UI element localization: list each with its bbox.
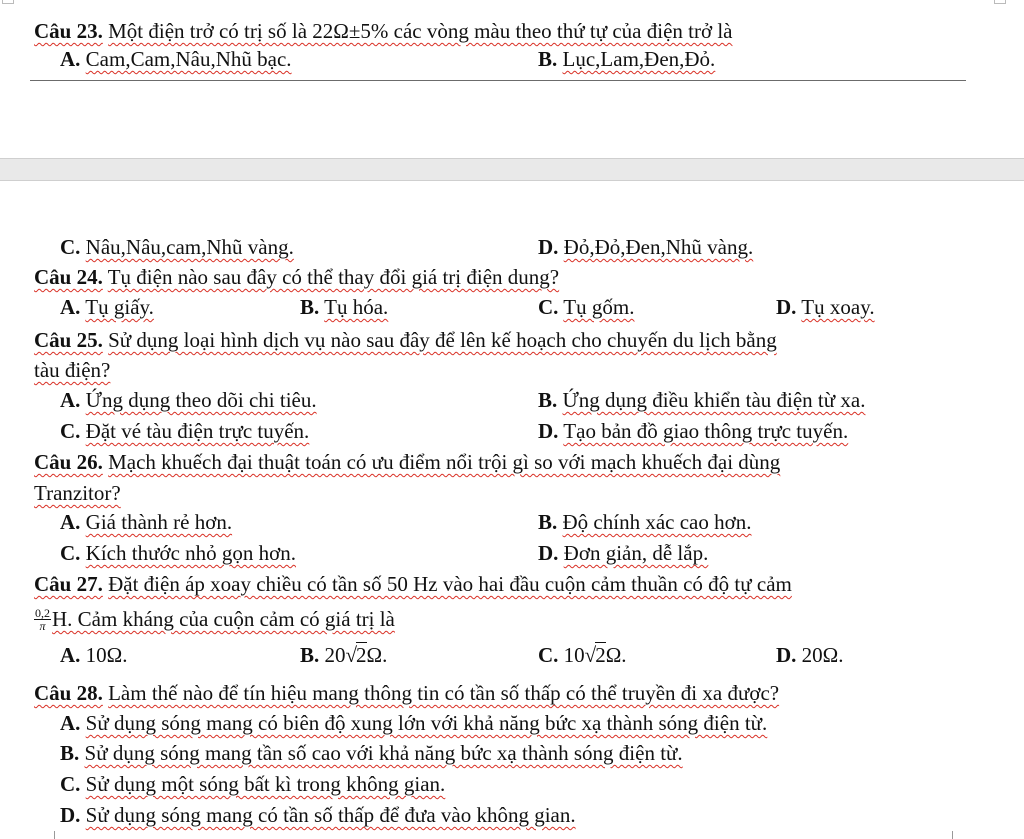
question-text: Một điện trở có trị số là 22Ω±5% các vòng màu theo thứ tự của điện trở là bbox=[108, 19, 733, 43]
option-text: Nâu,Nâu,cam,Nhũ vàng. bbox=[85, 235, 294, 259]
option-c bbox=[538, 642, 627, 668]
option-key: B. bbox=[60, 741, 80, 765]
option-d bbox=[538, 234, 753, 260]
option-key: D. bbox=[538, 235, 559, 259]
page-bottom-rule bbox=[30, 80, 966, 81]
option-text: Ứng dụng điều khiển tàu điện từ xa. bbox=[562, 388, 866, 412]
option-d bbox=[776, 294, 875, 320]
option-text: Tụ hóa. bbox=[324, 295, 389, 319]
option-text: Sử dụng sóng mang tần số cao với khả năng bức xạ thành sóng điện từ. bbox=[84, 741, 683, 765]
option-a bbox=[60, 710, 767, 736]
option-d bbox=[538, 418, 848, 444]
option-key: A. bbox=[60, 643, 81, 667]
option-key: A. bbox=[60, 388, 81, 412]
question-26-stem bbox=[34, 449, 780, 475]
option-key: C. bbox=[538, 295, 559, 319]
option-b bbox=[60, 740, 683, 766]
option-text: Ứng dụng theo dõi chi tiêu. bbox=[85, 388, 317, 412]
document-page-main bbox=[0, 180, 1024, 839]
option-b bbox=[300, 294, 388, 320]
question-23-stem bbox=[34, 18, 732, 44]
option-text: Giá thành rẻ hơn. bbox=[85, 510, 233, 534]
question-number: Câu 28. bbox=[34, 681, 103, 705]
option-key: C. bbox=[60, 235, 81, 259]
option-key: A. bbox=[60, 295, 81, 319]
option-text: Tạo bản đồ giao thông trực tuyến. bbox=[563, 419, 849, 443]
option-b bbox=[538, 387, 865, 413]
option-coefficient: 10 bbox=[563, 643, 585, 667]
option-a bbox=[60, 387, 317, 413]
option-key: B. bbox=[300, 643, 320, 667]
option-a bbox=[60, 509, 232, 535]
option-d bbox=[538, 540, 708, 566]
question-25-stem-cont bbox=[34, 357, 110, 383]
question-text: H. Cảm kháng của cuộn cảm có giá trị là bbox=[52, 607, 395, 631]
question-text: Mạch khuếch đại thuật toán có ưu điểm nổi trội gì so với mạch khuếch đại dùng bbox=[108, 450, 781, 474]
option-text: Tụ gốm. bbox=[563, 295, 635, 319]
option-text: Cam,Cam,Nâu,Nhũ bạc. bbox=[85, 47, 292, 71]
option-d bbox=[776, 642, 844, 668]
question-text: Đặt điện áp xoay chiều có tần số 50 Hz vào hai đầu cuộn cảm thuần có độ tự cảm bbox=[108, 572, 792, 596]
option-b bbox=[538, 509, 751, 535]
option-text: Sử dụng một sóng bất kì trong không gian. bbox=[85, 772, 446, 796]
option-text: Đặt vé tàu điện trực tuyến. bbox=[85, 419, 310, 443]
page-corner-mark bbox=[2, 0, 14, 4]
option-text: Lục,Lam,Đen,Đỏ. bbox=[562, 47, 716, 71]
option-d bbox=[60, 802, 576, 828]
option-unit: Ω. bbox=[366, 643, 388, 667]
option-coefficient: 20 bbox=[324, 643, 346, 667]
option-key: C. bbox=[60, 772, 81, 796]
option-b bbox=[538, 46, 715, 72]
option-unit: Ω. bbox=[605, 643, 627, 667]
sqrt-symbol: √ bbox=[345, 643, 358, 667]
option-key: D. bbox=[776, 643, 797, 667]
question-number: Câu 24. bbox=[34, 265, 103, 289]
question-27-stem bbox=[34, 571, 792, 597]
option-key: D. bbox=[538, 541, 559, 565]
option-key: B. bbox=[300, 295, 320, 319]
page-corner-mark bbox=[994, 0, 1006, 4]
option-text: Tụ xoay. bbox=[801, 295, 875, 319]
question-number: Câu 26. bbox=[34, 450, 103, 474]
inductance-fraction bbox=[34, 607, 51, 632]
question-text: Tranzitor? bbox=[34, 481, 121, 505]
question-text: Làm thế nào để tín hiệu mang thông tin có tần số thấp có thể truyền đi xa được? bbox=[108, 681, 780, 705]
option-key: C. bbox=[538, 643, 559, 667]
option-key: C. bbox=[60, 541, 81, 565]
option-a bbox=[60, 46, 292, 72]
option-text: Độ chính xác cao hơn. bbox=[562, 510, 752, 534]
option-key: A. bbox=[60, 711, 81, 735]
question-24-stem bbox=[34, 264, 559, 290]
option-key: D. bbox=[538, 419, 559, 443]
option-text: Sử dụng sóng mang có biên độ xung lớn với khả năng bức xạ thành sóng điện từ. bbox=[85, 711, 768, 735]
question-text: tàu điện? bbox=[34, 358, 111, 382]
option-c bbox=[60, 234, 294, 260]
option-key: D. bbox=[776, 295, 797, 319]
option-text: Tụ giấy. bbox=[85, 295, 154, 319]
option-c bbox=[538, 294, 634, 320]
option-c bbox=[60, 540, 296, 566]
question-25-stem bbox=[34, 327, 777, 353]
option-text: Kích thước nhỏ gọn hơn. bbox=[85, 541, 296, 565]
option-key: B. bbox=[538, 510, 558, 534]
option-b bbox=[300, 642, 387, 668]
radicand: 2 bbox=[595, 643, 606, 667]
fraction-numerator: 0,2 bbox=[35, 605, 50, 620]
question-text: Tụ điện nào sau đây có thể thay đổi giá trị điện dung? bbox=[107, 265, 560, 289]
option-key: A. bbox=[60, 510, 81, 534]
page-gap bbox=[0, 159, 1024, 179]
option-a bbox=[60, 642, 128, 668]
question-text: Sử dụng loại hình dịch vụ nào sau đây để lên kế hoạch cho chuyến du lịch bằng bbox=[108, 328, 777, 352]
option-c bbox=[60, 418, 309, 444]
option-key: A. bbox=[60, 47, 81, 71]
sqrt-symbol: √ bbox=[584, 643, 597, 667]
option-text: Đỏ,Đỏ,Đen,Nhũ vàng. bbox=[563, 235, 754, 259]
option-text: Đơn giản, dễ lắp. bbox=[563, 541, 709, 565]
fraction-denominator: π bbox=[39, 618, 46, 633]
document-page-top bbox=[0, 0, 1024, 159]
option-key: D. bbox=[60, 803, 81, 827]
option-text: 20Ω. bbox=[801, 643, 844, 667]
question-28-stem bbox=[34, 680, 779, 706]
question-number: Câu 25. bbox=[34, 328, 103, 352]
question-26-stem-cont bbox=[34, 480, 121, 506]
option-key: C. bbox=[60, 419, 81, 443]
question-number: Câu 23. bbox=[34, 19, 103, 43]
option-key: B. bbox=[538, 47, 558, 71]
option-text: 10Ω. bbox=[85, 643, 128, 667]
question-27-stem-cont bbox=[34, 606, 395, 634]
radicand: 2 bbox=[356, 643, 367, 667]
option-c bbox=[60, 771, 445, 797]
option-a bbox=[60, 294, 154, 320]
option-text: Sử dụng sóng mang có tần số thấp để đưa vào không gian. bbox=[85, 803, 576, 827]
option-key: B. bbox=[538, 388, 558, 412]
question-number: Câu 27. bbox=[34, 572, 103, 596]
